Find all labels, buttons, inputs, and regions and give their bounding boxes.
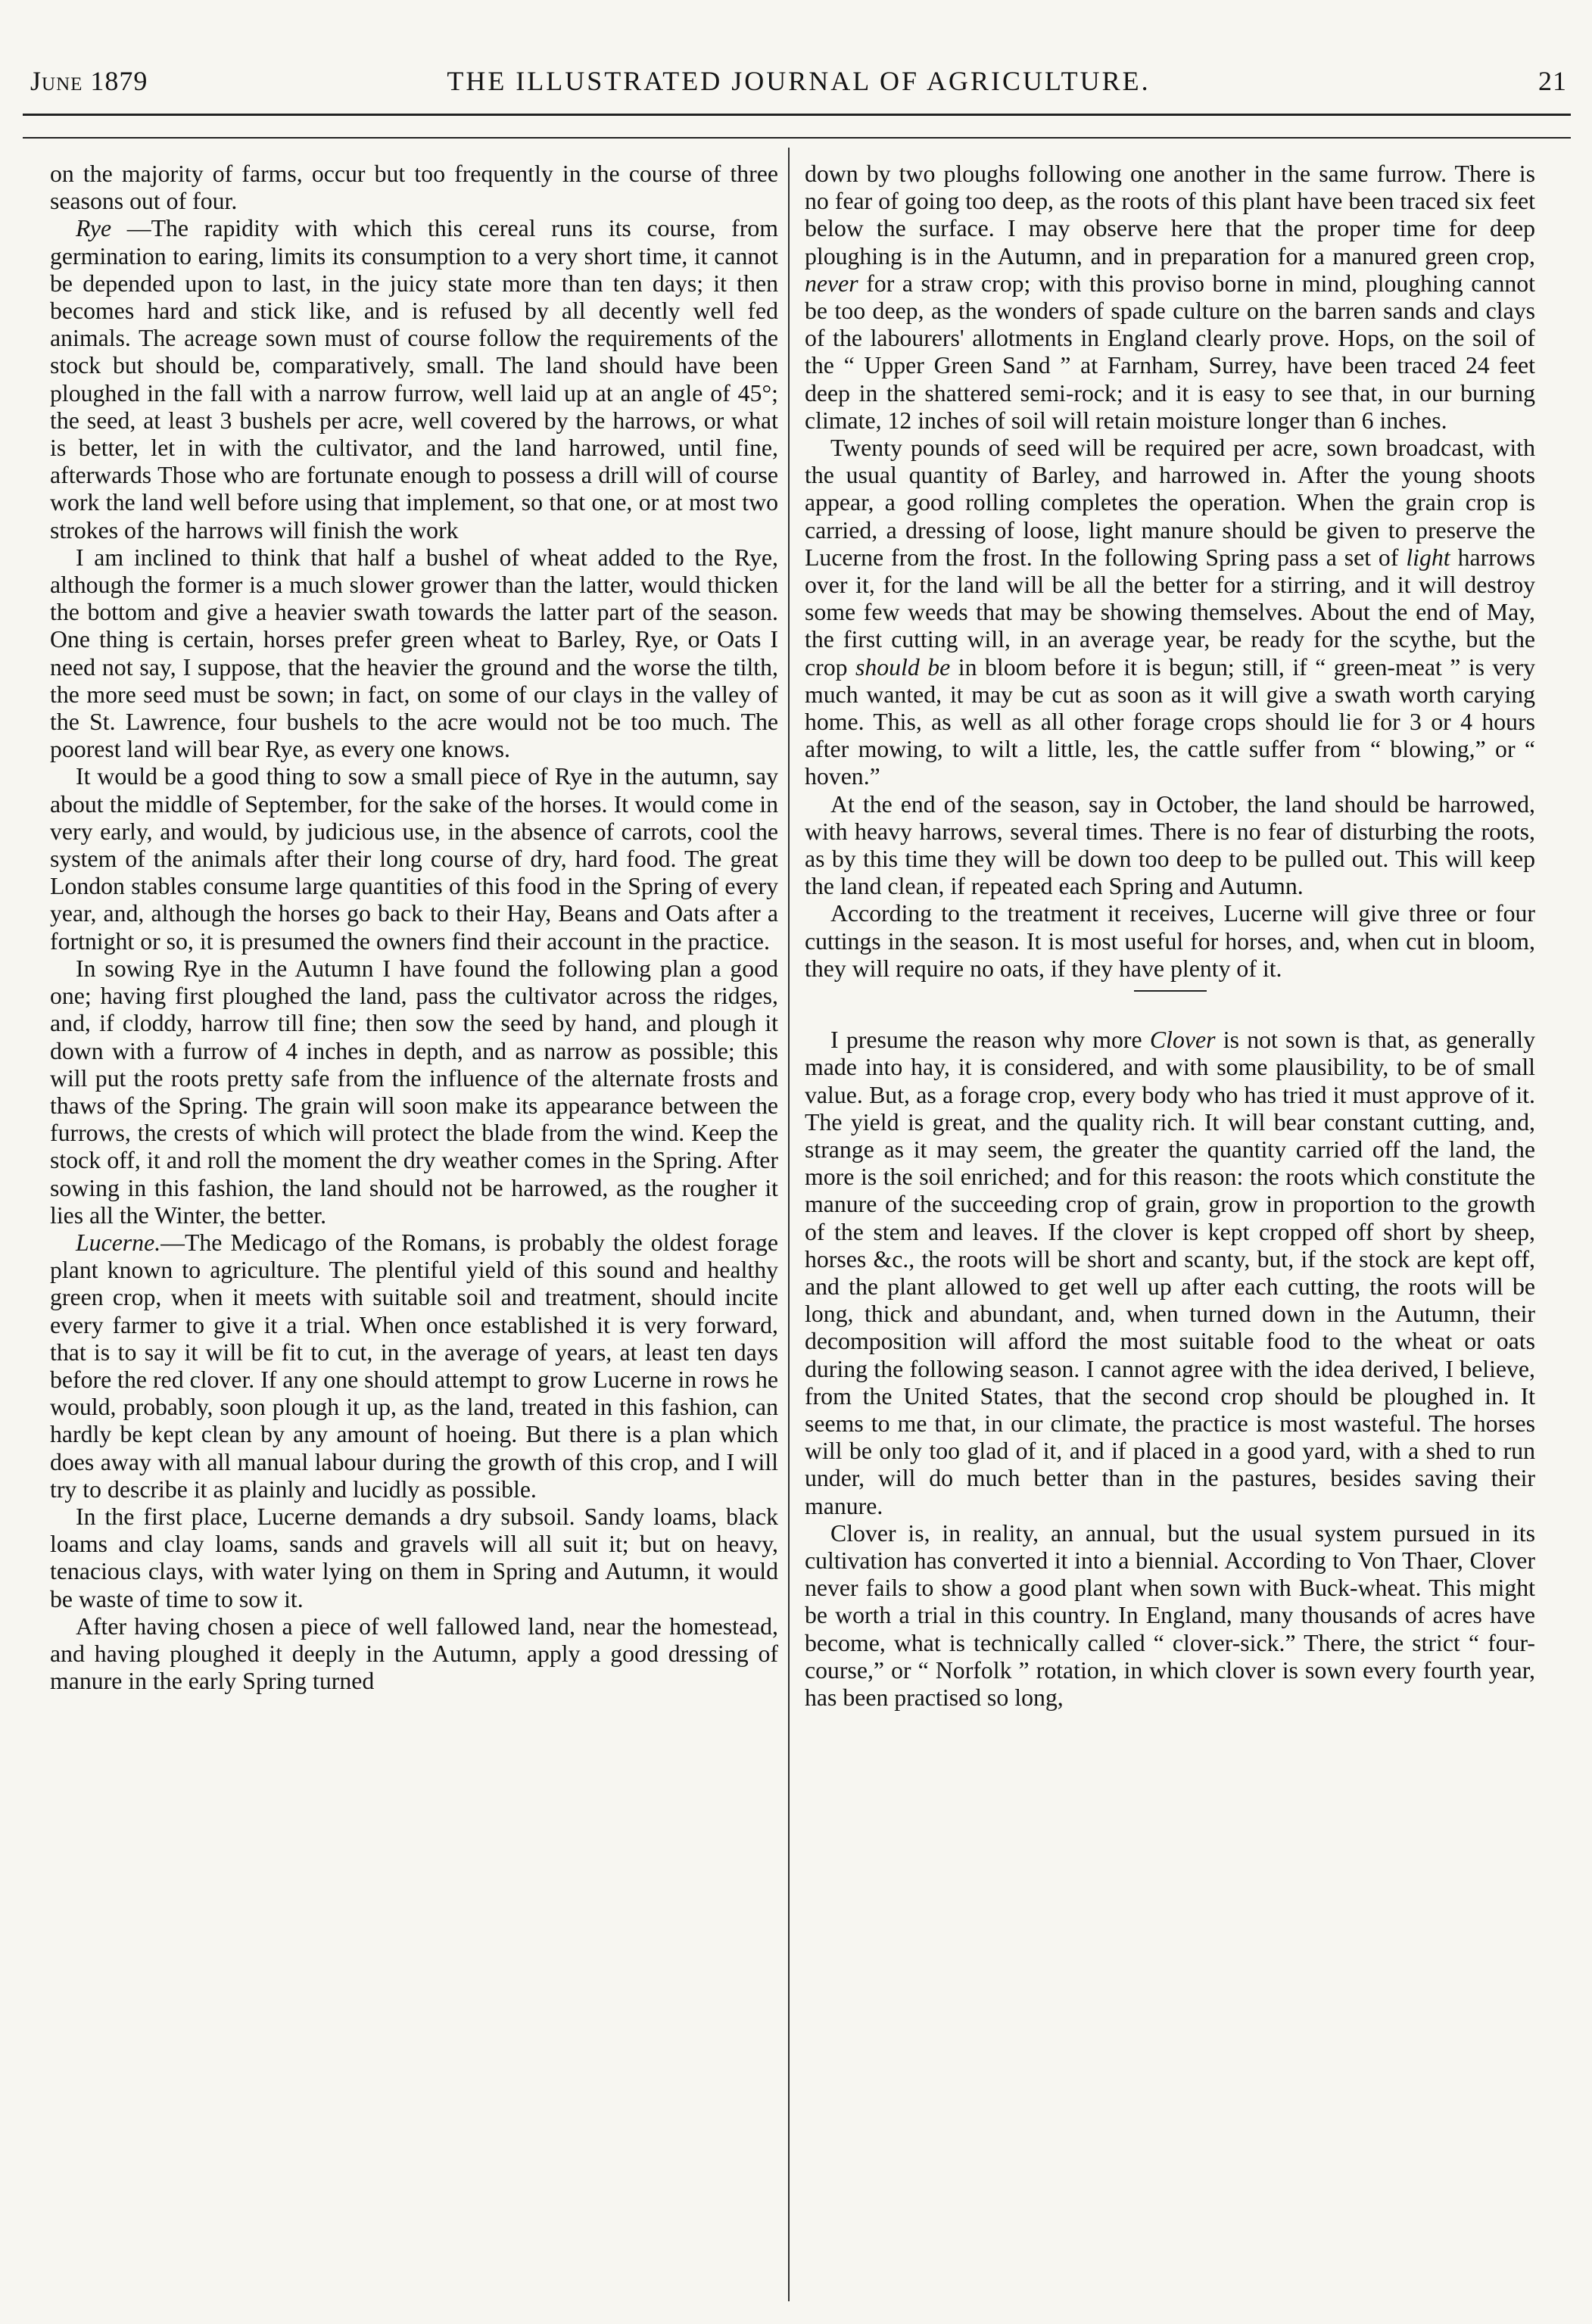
paragraph-text: Twenty pounds of seed will be required per acre, sown broadcast, with the usual quantity of Barley, and harrowed in. After the young shoots appear, a good rolling completes the operation. When the grain crop is carried, a dressing of loose, light manure should be given to preserve the Lucerne from the frost. In the following Spring pass a set of xyxy=(805,435,1535,571)
paragraph: After having chosen a piece of well fallowed land, near the homestead, and having ploughed it deeply in the Autumn, apply a good dressing of manure in the early Spring turned xyxy=(50,1612,778,1695)
emphasis: never xyxy=(805,269,858,297)
header-rule-thin xyxy=(23,137,1571,139)
paragraph: I am inclined to think that half a bushel of wheat added to the Rye, although the former is a much slower grower than the latter, would thicken the bottom and give a heavier swath towards the latter part of the season. One thing is certain, horses prefer green wheat to Barley, Rye, or Oats I need not say, I suppose, that the heavier the ground and the worse the tilth, the more seed must be sown; in fact, on some of our clays in the valley of the St. Lawrence, four bushels to the acre would not be too much. The poorest land will bear Rye, as every one knows. xyxy=(50,544,778,763)
emphasis: should be xyxy=(855,653,951,681)
paragraph-lucerne xyxy=(50,1229,778,1503)
section-divider xyxy=(1134,990,1207,992)
paragraph-text: in bloom before it is begun; still, if “ green-meat ” is very much wanted, it may be cut as soon as it will give a swath worth carying home. This, as well as all other forage crops should lie for 3 or 4 hours after mowing, to wilt a little, les, the cattle suffer from “ blowing,” or “ hoven.” xyxy=(805,653,1535,790)
paragraph xyxy=(805,435,1535,791)
section-heading: Lucerne. xyxy=(76,1229,161,1256)
paragraph: At the end of the season, say in October, the land should be harrowed, with heavy harrows, several times. There is no fear of disturbing the roots, as by this time they will be down too deep to be pulled out. This will keep the land clean, if repeated each Spring and Autumn. xyxy=(805,790,1535,900)
paragraph: In sowing Rye in the Autumn I have found the following plan a good one; having first ploughed the land, pass the cultivator across the ridges, and, if cloddy, harrow till fine; then sow the seed by hand, and plough it down with a furrow of 4 inches in depth, and as narrow as possible; this will put the roots pretty safe from the influence of the alternate frosts and thaws of the Spring. The grain will soon make its appearance between the furrows, the crests of which will protect the blade from the wind. Keep the stock off, it and roll the moment the dry weather comes in the Spring. After sowing in this fashion, the land should not be harrowed, as the rougher it lies all the Winter, the better. xyxy=(50,955,778,1229)
paragraph: It would be a good thing to sow a small piece of Rye in the autumn, say about the middle of September, for the sake of the horses. It would come in very early, and would, by judicious use, in the absence of carrots, cool the system of the animals after their long course of dry, hard food. The great London stables consume large quantities of this food in the Spring of every year, and, although the horses go back to their Hay, Beans and Oats after a fortnight or so, it is presumed the owners find their account in the practice. xyxy=(50,763,778,955)
paragraph: According to the treatment it receives, Lucerne will give three or four cuttings in the season. It is most useful for horses, and, when cut in bloom, they will require no oats, if they have plenty of it. xyxy=(805,900,1535,982)
paragraph-text: —The rapidity with which this cereal runs its course, from germination to earing, limits its consumption to a very short time, it cannot be depended upon to last, in the juicy state more than ten days; it then becomes hard and stick like, and is refused by all decently well fed animals. The acreage sown must of course follow the requirements of the stock but should be, comparatively, small. The land should have been ploughed in the fall with a narrow furrow, well laid up at an angle of 45°; the seed, at least 3 bushels per acre, well covered by the harrows, or what is better, let in with the cultivator, and the land harrowed, until fine, afterwards Those who are fortunate enough to possess a drill will of course work the land well before using that implement, so that one, or at most two strokes of the harrows will finish the work xyxy=(50,215,778,544)
page-number: 21 xyxy=(1538,66,1567,96)
emphasis: Clover xyxy=(1149,1026,1216,1054)
section-heading: Rye xyxy=(76,215,112,242)
right-column xyxy=(805,160,1535,2310)
paragraph-text: is not sown is that, as generally made into hay, it is considered, and with some plausibility, to be of small value. But, as a forage crop, every body who has tried it must approve of it. The yield is great, and the quality rich. It will bear constant cutting, and, strange as it may seem, the greater the quantity carried off the land, the more is the soil enriched; and for this reason: the roots which constitute the manure of the succeeding crop of grain, grow in proportion to the growth of the stem and leaves. If the clover is kept cropped off short by sheep, horses &c., the roots will be short and scanty, but, if the stock are kept off, and the plant allowed to get well up after each cutting, the roots will be long, thick and abundant, and, when turned down in the Autumn, their decomposition will afford the most suitable food to the wheat or oats during the following season. I cannot agree with the idea derived, I believe, from the United States, that the second crop should be ploughed in. It seems to me that, in our climate, the practice is most wasteful. The horses will be only too glad of it, and if placed in a good yard, with a shed to run under, will do much better than in the pastures, besides saving their manure. xyxy=(805,1026,1535,1519)
paragraph: Clover is, in reality, an annual, but the usual system pursued in its cultivation has converted it into a biennial. According to Von Thaer, Clover never fails to show a good plant when sown with Buck-wheat. This might be worth a trial in this country. In England, many thousands of acres have become, what is technically called “ clover-sick.” There, the strict “ four-course,” or “ Norfolk ” rotation, in which clover is sown every fourth year, has been practised so long, xyxy=(805,1519,1535,1711)
paragraph-clover xyxy=(805,1026,1535,1520)
paragraph: In the first place, Lucerne demands a dry subsoil. Sandy loams, black loams and clay loams, sands and gravels will all suit it; but on heavy, tenacious clays, with water lying on them in Spring and Autumn, it would be waste of time to sow it. xyxy=(50,1503,778,1612)
issue-date: June 1879 xyxy=(30,66,148,96)
paragraph: on the majority of farms, occur but too frequently in the course of three seasons out of four. xyxy=(50,160,778,215)
journal-title: THE ILLUSTRATED JOURNAL OF AGRICULTURE. xyxy=(447,66,1151,96)
paragraph-text: for a straw crop; with this proviso borne in mind, ploughing cannot be too deep, as the wonders of spade culture on the barren sands and clays of the labourers' allotments in England clearly prove. Hops, on the soil of the “ Upper Green Sand ” at Farnham, Surrey, have been traced 24 feet deep in the shattered semi-rock; and it is easy to see that, in our burning climate, 12 inches of soil will retain moisture longer than 6 inches. xyxy=(805,269,1535,434)
left-column xyxy=(50,160,778,2310)
header-rule xyxy=(23,114,1571,116)
paragraph-text: —The Medicago of the Romans, is probably the oldest forage plant known to agriculture. The plentiful yield of this sound and healthy green crop, when it meets with suitable soil and treatment, should incite every farmer to give it a trial. When once established it is very forward, that is to say it will be fit to cut, in the average of years, at least ten days before the red clover. If any one should attempt to grow Lucerne in rows he would, probably, soon plough it up, as the land, treated in this fashion, can hardly be kept clean by any amount of hoeing. But there is a plan which does away with all manual labour during the growth of this crop, and I will try to describe it as plainly and lucidly as possible. xyxy=(50,1229,778,1503)
emphasis: light xyxy=(1406,544,1450,571)
paragraph-text: down by two ploughs following one another in the same furrow. There is no fear of going too deep, as the roots of this plant have been traced six feet below the surface. I may observe here that the proper time for deep ploughing is in the Autumn, and in preparation for a manured green crop, xyxy=(805,160,1535,269)
running-header xyxy=(30,65,1567,111)
column-divider xyxy=(788,148,790,2301)
paragraph xyxy=(805,160,1535,435)
paragraph-rye xyxy=(50,215,778,544)
paragraph-text: harrows over it, for the land will be all the better for a stirring, and it will destroy some few weeds that may be showing themselves. About the end of May, the first cutting will, in an average year, be ready for the scythe, but the crop xyxy=(805,544,1535,681)
paragraph-text: I presume the reason why more xyxy=(830,1026,1142,1054)
